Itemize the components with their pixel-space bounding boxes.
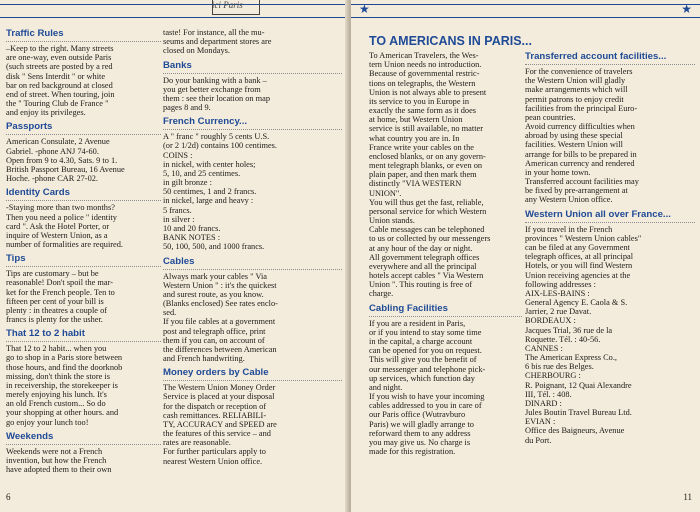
text-line: an old French custom... So do bbox=[6, 399, 106, 409]
text-line: If you wish to have your incoming bbox=[369, 392, 485, 402]
text-line: can be opened for you on request. bbox=[369, 346, 482, 356]
text-line: our Paris office (Wutravburo bbox=[369, 410, 466, 420]
text-line: francs is plenty for the usher. bbox=[6, 315, 103, 325]
text-line: Hotels, or you will find Western bbox=[525, 261, 633, 271]
section-heading: Weekends bbox=[6, 430, 54, 442]
text-line: in your home town. bbox=[525, 167, 591, 177]
text-line: BORDEAUX : bbox=[525, 316, 576, 326]
text-line: bar on red background at closed bbox=[6, 80, 113, 90]
text-line: disk " Sens Interdit " or white bbox=[6, 71, 106, 81]
text-line: CHERBOURG : bbox=[525, 371, 581, 381]
text-line: COINS : bbox=[163, 150, 193, 160]
text-line: reasonable! Don't spoil the mar- bbox=[6, 278, 113, 288]
text-line: in the capital, a charge account bbox=[369, 337, 473, 347]
text-line: the " Touring Club de France " bbox=[6, 99, 109, 109]
text-line: Gabriel. -phone ANJ 74-60. bbox=[6, 146, 99, 156]
heading-rule bbox=[163, 73, 342, 74]
text-line: in silver : bbox=[163, 214, 195, 224]
text-line: Jules Boutin Travel Bureau Ltd. bbox=[525, 408, 632, 418]
text-line: in gilt bronze : bbox=[163, 178, 212, 188]
text-line: sed. bbox=[163, 308, 177, 318]
text-line: EVIAN : bbox=[525, 417, 556, 427]
heading-rule bbox=[163, 129, 342, 130]
text-line: enclosed blanks, or on any govern- bbox=[369, 151, 486, 161]
text-line: are one-way, even outside Paris bbox=[6, 53, 112, 63]
text-line: card ". Ask the Hotel Porter, or bbox=[6, 221, 110, 231]
text-line: –Keep to the right. Many streets bbox=[6, 44, 114, 54]
section-body bbox=[163, 272, 342, 364]
section-body bbox=[163, 28, 342, 56]
heading-rule bbox=[525, 222, 695, 223]
right-page-title: TO AMERICANS IN PARIS... bbox=[369, 34, 532, 48]
section-heading: Tips bbox=[6, 253, 26, 265]
text-line: Hoche. -phone CAR 27-02. bbox=[6, 174, 98, 184]
text-line: for the dispatch or reception of bbox=[163, 401, 267, 411]
section-heading: Transferred account facilities... bbox=[525, 51, 667, 62]
text-line: distinctly "VIA WESTERN bbox=[369, 179, 462, 189]
heading-rule bbox=[6, 134, 161, 135]
heading-rule bbox=[163, 269, 342, 270]
section-body bbox=[369, 319, 522, 457]
section-gap bbox=[525, 445, 695, 449]
text-line: Do your banking with a bank – bbox=[163, 75, 267, 85]
text-line: them if you can, on account of bbox=[163, 335, 265, 345]
text-line: the differences between American bbox=[163, 344, 277, 354]
text-line: Service is placed at your disposal bbox=[163, 392, 275, 402]
text-line: taste! For instance, all the mu- bbox=[163, 28, 265, 37]
heading-rule bbox=[6, 41, 161, 42]
text-line: Then you need a police " identity bbox=[6, 212, 117, 222]
text-line: For the convenience of travelers bbox=[525, 67, 633, 77]
text-line: the Western Union will gladly bbox=[525, 76, 626, 86]
star-ornament: ★ bbox=[359, 2, 370, 16]
text-line: seums and department stores are bbox=[163, 37, 272, 47]
text-line: permit patrons to enjoy credit bbox=[525, 94, 624, 104]
text-line: in nickel, large and heavy : bbox=[163, 196, 254, 206]
heading-rule bbox=[525, 64, 695, 65]
text-line: Because of governmental restric- bbox=[369, 69, 480, 79]
text-line: The American Express Co., bbox=[525, 353, 617, 363]
header-script: ici Paris bbox=[212, 0, 243, 10]
text-line: you get better exchange from bbox=[163, 84, 261, 94]
text-line: service is still available, no matter bbox=[369, 124, 483, 134]
left-page bbox=[0, 0, 349, 512]
text-line: nearest Western Union office. bbox=[163, 456, 263, 466]
text-line: and night. bbox=[369, 382, 403, 392]
text-line: made for this registration. bbox=[369, 447, 456, 457]
text-line: make arrangements which will bbox=[525, 85, 628, 95]
section-heading: Identity Cards bbox=[6, 187, 70, 199]
text-line: If you are a resident in Paris, bbox=[369, 318, 466, 328]
text-line: invention, but how the French bbox=[6, 456, 107, 466]
section-heading: Money orders by Cable bbox=[163, 367, 269, 379]
section-body bbox=[163, 76, 342, 113]
text-line: plenty : in theatres a couple of bbox=[6, 305, 108, 315]
text-line: and French handwriting. bbox=[163, 354, 245, 364]
text-line: A " franc " roughly 5 cents U.S. bbox=[163, 132, 270, 142]
text-line: Paris) we will gladly arrange to bbox=[369, 419, 474, 429]
top-band bbox=[0, 4, 349, 18]
heading-rule bbox=[163, 380, 342, 381]
section-body bbox=[6, 44, 161, 117]
text-line: facilities. Western Union will bbox=[525, 140, 623, 150]
text-line: American currency and rendered bbox=[525, 158, 635, 168]
text-line: Union is not always able to present bbox=[369, 87, 487, 97]
text-line: cables addressed to you in care of bbox=[369, 401, 482, 411]
text-line: our messenger and telephone pick- bbox=[369, 364, 486, 374]
text-line: hotels accept cables " Via Western bbox=[369, 271, 484, 281]
text-line: (Blanks enclosed) See rates enclo- bbox=[163, 299, 278, 309]
text-line: For further particulars apply to bbox=[163, 447, 266, 457]
section-heading: Passports bbox=[6, 121, 53, 133]
text-line: at home, but Western Union bbox=[369, 115, 463, 125]
text-line: -Staying more than two months? bbox=[6, 203, 115, 213]
text-line: tions on telegraphs, the Western bbox=[369, 78, 476, 88]
text-line: France write your cables on the bbox=[369, 142, 474, 152]
text-line: your shopping at other hours. and bbox=[6, 408, 119, 418]
text-line: be fixed by pre-arrangement at bbox=[525, 186, 628, 196]
section-heading: That 12 to 2 habit bbox=[6, 328, 85, 340]
text-line: and surest route, as you know. bbox=[163, 289, 264, 299]
text-line: Always mark your cables " Via bbox=[163, 271, 268, 281]
text-line: UNION". bbox=[369, 188, 402, 198]
text-line: III, Tél. : 408. bbox=[525, 389, 572, 399]
text-line: (such streets are posted by a red bbox=[6, 62, 113, 72]
text-line: the features of this service – and bbox=[163, 429, 271, 439]
right-column-2 bbox=[525, 51, 695, 449]
section-heading: Western Union all over France... bbox=[525, 208, 671, 220]
text-line: ment telegraph blanks, or even on bbox=[369, 161, 483, 171]
text-line: If you travel in the French bbox=[525, 224, 613, 234]
text-line: go to shop in a Paris store between bbox=[6, 353, 123, 363]
text-line: telegraph offices, at all principal bbox=[525, 252, 634, 262]
section-body bbox=[6, 137, 161, 183]
text-line: fifteen per cent of your bill is bbox=[6, 296, 104, 306]
top-band-right bbox=[351, 4, 700, 18]
text-line: Open from 9 to 4.30, Sats. 9 to 1. bbox=[6, 155, 118, 165]
text-line: That 12 to 2 habit... when you bbox=[6, 344, 107, 354]
text-line: Office des Baigneurs, Avenue bbox=[525, 426, 625, 436]
section-heading: Banks bbox=[163, 59, 192, 71]
section-heading: French Currency... bbox=[163, 116, 248, 128]
right-column-1 bbox=[369, 51, 522, 460]
text-line: charge. bbox=[369, 289, 394, 299]
section-heading: Cabling Facilities bbox=[369, 302, 448, 314]
text-line: 50 centimes, 1 and 2 francs. bbox=[163, 187, 257, 197]
section-heading: Cables bbox=[163, 255, 195, 267]
text-line: merely enjoying his lunch. It's bbox=[6, 390, 107, 400]
right-page bbox=[351, 0, 700, 512]
text-line: post and telegraph office, print bbox=[163, 326, 266, 336]
section-gap bbox=[163, 466, 342, 470]
text-line: Tips are customary – but be bbox=[6, 269, 99, 279]
text-line: number of formalities are required. bbox=[6, 240, 123, 250]
text-line: Jacques Trial, 36 rue de la bbox=[525, 325, 613, 335]
star-ornament: ★ bbox=[681, 2, 692, 16]
left-page-number: 6 bbox=[6, 492, 11, 502]
text-line: you may give us. No charge is bbox=[369, 437, 471, 447]
text-line: 10 and 20 francs. bbox=[163, 223, 221, 233]
text-line: rates are reasonable. bbox=[163, 438, 231, 448]
text-line: in nickel, with center holes; bbox=[163, 159, 256, 169]
right-page-number: 11 bbox=[683, 492, 692, 502]
text-line: facilities from the principal Euro- bbox=[525, 103, 638, 113]
text-line: have adopted them to their own bbox=[6, 465, 112, 475]
text-line: 6 bis rue des Belges. bbox=[525, 362, 594, 372]
text-line: 50, 100, 500, and 1000 francs. bbox=[163, 242, 265, 252]
text-line: go enjoy your lunch too! bbox=[6, 417, 89, 427]
heading-rule bbox=[6, 444, 161, 445]
text-line: everywhere and all the principal bbox=[369, 261, 477, 271]
text-line: (or 2 1/2d) contains 100 centimes. bbox=[163, 141, 278, 151]
heading-rule bbox=[6, 266, 161, 267]
heading-rule bbox=[369, 316, 522, 317]
text-line: and enjoy its privileges. bbox=[6, 108, 86, 118]
text-line: General Agency E. Caola & S. bbox=[525, 298, 628, 308]
text-line: to us or collected by our messengers bbox=[369, 234, 491, 244]
text-line: du Port. bbox=[525, 435, 552, 445]
section-body bbox=[163, 132, 342, 251]
text-line: Weekends were not a French bbox=[6, 446, 103, 456]
text-line: Western Union " : it's the quickest bbox=[163, 280, 277, 290]
text-line: inquire of Western Union, as a bbox=[6, 230, 108, 240]
heading-rule bbox=[6, 341, 161, 342]
text-line: what country you are in. In bbox=[369, 133, 460, 143]
text-line: can be filed at any Government bbox=[525, 242, 630, 252]
text-line: pean countries. bbox=[525, 112, 576, 122]
text-line: abroad by using these special bbox=[525, 131, 623, 141]
left-column-2 bbox=[163, 28, 342, 470]
text-line: up services, which function day bbox=[369, 373, 475, 383]
text-line: British Passport Bureau, 16 Avenue bbox=[6, 164, 125, 174]
text-line: Union ". This routing is free of bbox=[369, 280, 473, 290]
text-line: tern Union needs no introduction. bbox=[369, 60, 482, 70]
section-body bbox=[6, 203, 161, 249]
text-line: Transferred account facilities may bbox=[525, 177, 639, 187]
text-line: its service to you in Europe in bbox=[369, 96, 470, 106]
text-line: pages 8 and 9. bbox=[163, 103, 211, 113]
text-line: in receivership, the storekeeper is bbox=[6, 380, 118, 390]
text-line: American Consulate, 2 Avenue bbox=[6, 137, 110, 147]
text-line: CANNES : bbox=[525, 343, 563, 353]
text-line: Roquette. Tél. : 40-56. bbox=[525, 334, 601, 344]
text-line: To American Travelers, the Wes- bbox=[369, 51, 479, 60]
text-line: R. Poignant, 12 Quai Alexandre bbox=[525, 380, 632, 390]
text-line: any Western Union office. bbox=[525, 195, 613, 205]
section-body bbox=[163, 383, 342, 466]
text-line: 5, 10, and 25 centimes. bbox=[163, 168, 241, 178]
text-line: or if you intend to stay some time bbox=[369, 327, 482, 337]
heading-rule bbox=[6, 200, 161, 201]
text-line: arrange for bills to be prepared in bbox=[525, 149, 637, 159]
section-body bbox=[369, 51, 522, 299]
text-line: following addresses : bbox=[525, 279, 596, 289]
text-line: Union receiving agencies at the bbox=[525, 270, 631, 280]
section-body bbox=[525, 225, 695, 445]
section-body bbox=[6, 447, 161, 475]
text-line: plain paper, and then mark them bbox=[369, 170, 477, 180]
text-line: Avoid currency difficulties when bbox=[525, 122, 635, 132]
section-body bbox=[525, 67, 695, 205]
text-line: personal service for which Western bbox=[369, 206, 487, 216]
text-line: missing, don't think the store is bbox=[6, 371, 110, 381]
section-gap bbox=[6, 474, 161, 478]
text-line: exactly the same form as it does bbox=[369, 106, 477, 116]
section-body bbox=[6, 344, 161, 427]
text-line: This will give you the benefit of bbox=[369, 355, 477, 365]
text-line: Jarrier, 2 rue Davat. bbox=[525, 307, 592, 317]
text-line: DINARD : bbox=[525, 398, 562, 408]
text-line: closed on Mondays. bbox=[163, 46, 230, 56]
text-line: cash remittances. RELIABILI- bbox=[163, 410, 267, 420]
text-line: them : see their location on map bbox=[163, 93, 271, 103]
text-line: provinces " Western Union cables" bbox=[525, 233, 642, 243]
text-line: TY, ACCURACY and SPEED are bbox=[163, 419, 277, 429]
section-heading: Traffic Rules bbox=[6, 28, 64, 39]
left-column-1 bbox=[6, 28, 161, 478]
text-line: The Western Union Money Order bbox=[163, 383, 276, 393]
text-line: BANK NOTES : bbox=[163, 233, 221, 243]
text-line: end of street. When touring, join bbox=[6, 89, 115, 99]
section-body bbox=[6, 269, 161, 324]
text-line: Cable messages can be telephoned bbox=[369, 225, 485, 235]
text-line: ket for the French people. Ten to bbox=[6, 287, 115, 297]
text-line: 5 francs. bbox=[163, 205, 192, 215]
text-line: All government telegraph offices bbox=[369, 252, 480, 262]
text-line: Union stands. bbox=[369, 216, 415, 226]
text-line: reforward them to any address bbox=[369, 428, 471, 438]
section-gap bbox=[369, 456, 522, 460]
text-line: If you file cables at a government bbox=[163, 317, 276, 327]
text-line: at any hour of the day or night. bbox=[369, 243, 473, 253]
text-line: You will thus get the fast, reliable, bbox=[369, 197, 484, 207]
text-line: AIX-LES-BAINS : bbox=[525, 288, 590, 298]
text-line: those hours, and find the doorknob bbox=[6, 362, 123, 372]
